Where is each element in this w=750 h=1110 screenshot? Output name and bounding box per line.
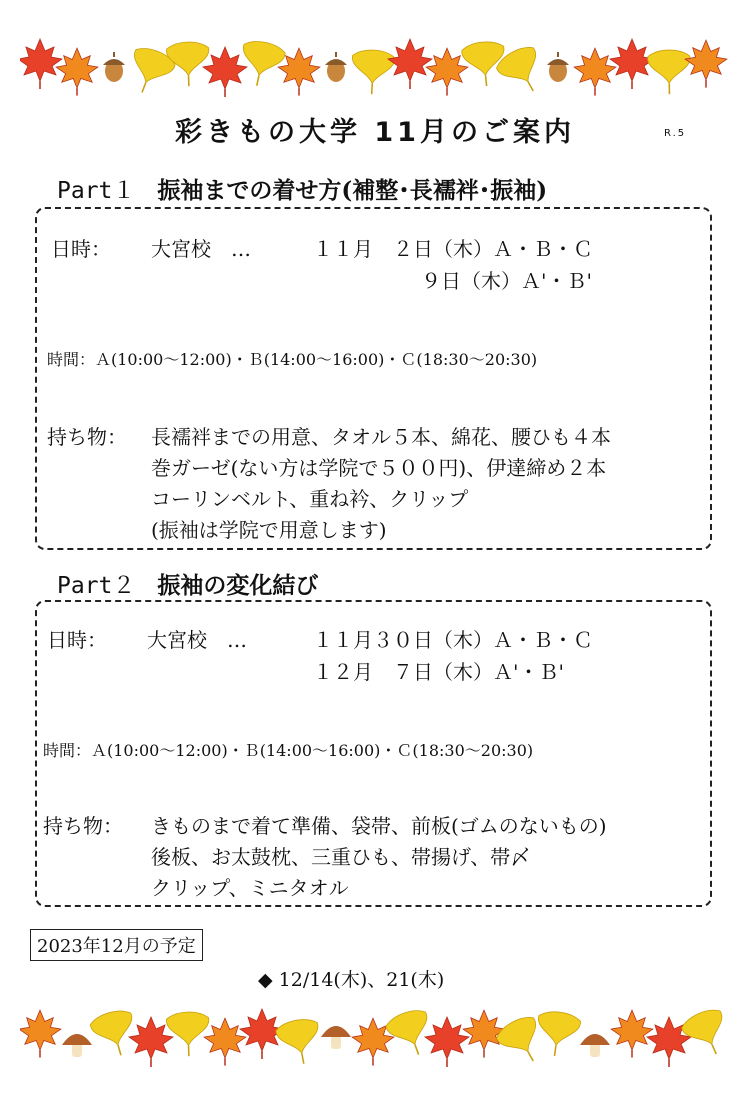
- part2-time: 時間：Ａ(10:00～12:00)・Ｂ(14:00～16:00)・Ｃ(18:30～20:30): [43, 741, 534, 760]
- ginkgo-leaf-icon: [648, 50, 691, 95]
- mushroom-icon: [62, 1034, 92, 1057]
- maple-leaf-icon: [388, 39, 432, 89]
- part1-heading: [57, 172, 547, 205]
- part1-box: [35, 207, 712, 550]
- part2-date2: １２月 ７日（木）Ａ'・Ｂ': [313, 660, 564, 684]
- acorn-icon: [325, 52, 347, 82]
- acorn-icon: [103, 52, 125, 82]
- part2-item-line: きものまで着て準備、袋帯、前板(ゴムのないもの): [151, 814, 607, 838]
- part1-time: 時間：Ａ(10:00～12:00)・Ｂ(14:00～16:00)・Ｃ(18:30～20:30): [47, 350, 538, 369]
- part2-item-line: クリップ、ミニタオル: [151, 876, 349, 900]
- ginkgo-leaf-icon: [236, 38, 287, 90]
- schedule-dates: ◆ 12/14(木)、21(木): [258, 969, 445, 991]
- part1-item-line: 巻ガーゼ(ない方は学院で５００円)、伊達締め２本: [151, 456, 607, 480]
- part2-items-label: 持ち物：: [43, 814, 123, 838]
- maple-leaf-icon: [20, 39, 62, 89]
- maple-leaf-icon: [574, 48, 616, 96]
- part1-item-line: コーリンベルト、重ね衿、クリップ: [151, 487, 469, 511]
- part2-heading: [57, 567, 318, 600]
- part1-location: 大宮校 …: [151, 237, 251, 261]
- maple-leaf-icon: [685, 40, 727, 88]
- ginkgo-leaf-icon: [534, 1009, 582, 1059]
- ginkgo-leaf-icon: [88, 1007, 141, 1061]
- ginkgo-leaf-icon: [166, 1011, 210, 1057]
- ginkgo-leaf-icon: [351, 49, 396, 95]
- part2-label: Part２: [57, 573, 136, 599]
- maple-leaf-icon: [204, 1018, 246, 1066]
- maple-leaf-icon: [203, 47, 247, 97]
- part1-date1: １１月 ２日（木）Ａ・Ｂ・Ｃ: [313, 237, 593, 261]
- part2-title: 振袖の変化結び: [157, 572, 319, 599]
- mushroom-icon: [321, 1026, 351, 1049]
- ginkgo-leaf-icon: [679, 1005, 730, 1063]
- schedule-label: 2023年12月の予定: [30, 929, 203, 961]
- autumn-leaves-garland-bottom: [20, 1000, 730, 1070]
- autumn-leaves-garland-top: [20, 30, 730, 100]
- part2-date1: １１月３０日（木）Ａ・Ｂ・Ｃ: [313, 628, 593, 652]
- page-title: 彩きもの大学 11月のご案内: [175, 117, 575, 148]
- title-row: [0, 110, 750, 154]
- part1-items-label: 持ち物：: [47, 425, 127, 449]
- part1-item-line: (振袖は学院で用意します): [151, 518, 387, 542]
- maple-leaf-icon: [56, 48, 98, 96]
- part1-item-line: 長襦袢までの用意、タオル５本、綿花、腰ひも４本: [151, 425, 611, 449]
- maple-leaf-icon: [426, 48, 468, 96]
- part2-date-label: 日時：: [47, 628, 107, 652]
- part2-box: [35, 600, 712, 907]
- ginkgo-leaf-icon: [384, 1006, 439, 1062]
- part1-label: Part１: [57, 178, 136, 204]
- ginkgo-leaf-icon: [275, 1016, 325, 1067]
- maple-leaf-icon: [129, 1017, 173, 1067]
- part2-location: 大宮校 …: [147, 628, 247, 652]
- reiwa-year: R.5: [664, 128, 687, 139]
- maple-leaf-icon: [20, 1010, 61, 1058]
- mushroom-icon: [580, 1034, 610, 1057]
- acorn-icon: [547, 52, 569, 82]
- part1-title: 振袖までの着せ方(補整･長襦袢･振袖): [157, 177, 548, 204]
- part1-date2: ９日（木）Ａ'・Ｂ': [421, 269, 592, 293]
- maple-leaf-icon: [425, 1017, 469, 1067]
- part2-item-line: 後板、お太鼓枕、三重ひも、帯揚げ、帯〆: [151, 845, 531, 869]
- maple-leaf-icon: [611, 1010, 653, 1058]
- maple-leaf-icon: [610, 39, 654, 89]
- part1-date-label: 日時：: [51, 237, 111, 261]
